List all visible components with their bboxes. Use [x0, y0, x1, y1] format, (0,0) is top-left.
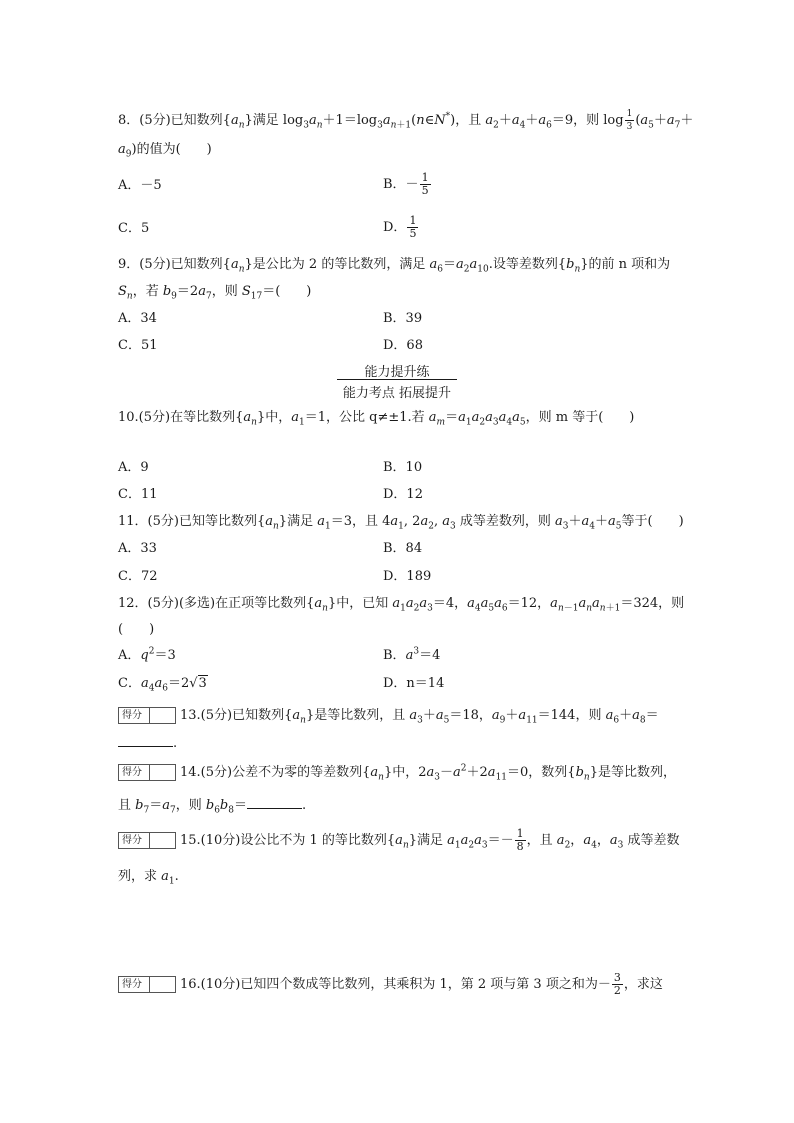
- q12-option-d[interactable]: D．n＝14: [383, 676, 445, 691]
- q12-option-b[interactable]: B．$a^3=4$: [383, 646, 441, 663]
- section-rule: [337, 379, 457, 380]
- q8-line1: 8．(5分)已知数列$\{a_n\}$满足 $\log_3a_n+1=\log_3a_{n+1}(n\in N^*)$，且 $a_2+a_4+a_6=9$，则 log $\frac{1}{3}$ ($a_5+a_7+$: [118, 109, 694, 132]
- q12-option-a[interactable]: A．$q^2=3$: [118, 646, 176, 663]
- q8-option-a[interactable]: A．－5: [118, 178, 162, 193]
- q9-option-a[interactable]: A．34: [118, 311, 157, 326]
- answer-blank[interactable]: [247, 796, 302, 809]
- q8-option-b[interactable]: B．－ $\frac{1}{5}$: [383, 171, 429, 197]
- q10-option-a[interactable]: A．9: [118, 460, 149, 475]
- q15-line2: 列，求 $a_1$.: [118, 869, 179, 887]
- q11-line1: 11．(5分)已知等比数列$\{a_n\}$满足 $a_1=3$，且 $4a_1$, $2a_2$, $a_3$ 成等差数列，则 $a_3+a_4+a_5$等于( ): [118, 514, 684, 532]
- q11-option-c[interactable]: C．72: [118, 569, 158, 584]
- score-box[interactable]: 得分: [118, 707, 176, 724]
- q9-line1: 9．(5分)已知数列$\{a_n\}$是公比为 2 的等比数列，满足 $a_6=a_2a_{10}$.设等差数列$\{b_n\}$的前 n 项和为: [118, 257, 671, 275]
- q10-option-b[interactable]: B．10: [383, 460, 423, 475]
- q14-line1: 得分 14.(5分)公差不为零的等差数列$\{a_n\}$中，$2a_3-a^2+2a_{11}=0$，数列$\{b_n\}$是等比数列，: [118, 764, 676, 782]
- q11-option-a[interactable]: A．33: [118, 541, 157, 556]
- q13-line1: 得分 13.(5分)已知数列$\{a_n\}$是等比数列，且 $a_3+a_5=18$，$a_9+a_{11}=144$，则 $a_6+a_8=$: [118, 707, 659, 725]
- q8-option-d[interactable]: D． $\frac{1}{5}$: [383, 214, 417, 240]
- score-box[interactable]: 得分: [118, 976, 176, 993]
- q12-option-c[interactable]: C．$a_4a_6=2√3$: [118, 676, 207, 694]
- section-subtitle: 能力考点 拓展提升: [342, 386, 452, 401]
- section-title: 能力提升练: [364, 365, 430, 380]
- score-box[interactable]: 得分: [118, 764, 176, 781]
- score-box[interactable]: 得分: [118, 832, 176, 849]
- q14-line2: 且 $b_7=a_7$，则 $b_6b_8=$ .: [118, 798, 307, 816]
- q10-option-d[interactable]: D．12: [383, 487, 423, 502]
- q9-option-c[interactable]: C．51: [118, 338, 158, 353]
- q16-line1: 得分 16.(10分)已知四个数成等比数列，其乘积为 1，第 2 项与第 3 项之和为－ $\frac{3}{2}$ ，求这: [118, 972, 663, 997]
- q8-option-c[interactable]: C．5: [118, 221, 150, 236]
- q12-line2: ( ): [118, 622, 155, 637]
- q11-option-b[interactable]: B．84: [383, 541, 423, 556]
- q10-line1: 10.(5分)在等比数列$\{a_n\}$中，$a_1=1$，公比 q≠±1.若 $a_m=a_1a_2a_3a_4a_5$，则 m 等于( ): [118, 410, 635, 428]
- q11-option-d[interactable]: D．189: [383, 569, 432, 584]
- q10-option-c[interactable]: C．11: [118, 487, 158, 502]
- q8-line2: $a_9$)的值为( ): [118, 142, 212, 160]
- answer-blank[interactable]: [118, 734, 173, 747]
- q13-line2: .: [118, 734, 177, 753]
- q9-line2: $S_n$，若 $b_9=2a_7$，则 $S_{17}=$( ): [118, 284, 312, 302]
- q9-option-d[interactable]: D．68: [383, 338, 423, 353]
- q15-line1: 得分 15.(10分)设公比不为 1 的等比数列$\{a_n\}$满足 $a_1a_2a_3=-$ $\frac{1}{8}$ ，且 $a_2$，$a_4$，$a_3$ 成等差数: [118, 828, 679, 853]
- q12-line1: 12．(5分)(多选)在正项等比数列$\{a_n\}$中，已知 $a_1a_2a_3=4$，$a_4a_5a_6=12$，$a_{n-1}a_na_{n+1}=324$，则: [118, 596, 685, 614]
- q9-option-b[interactable]: B．39: [383, 311, 423, 326]
